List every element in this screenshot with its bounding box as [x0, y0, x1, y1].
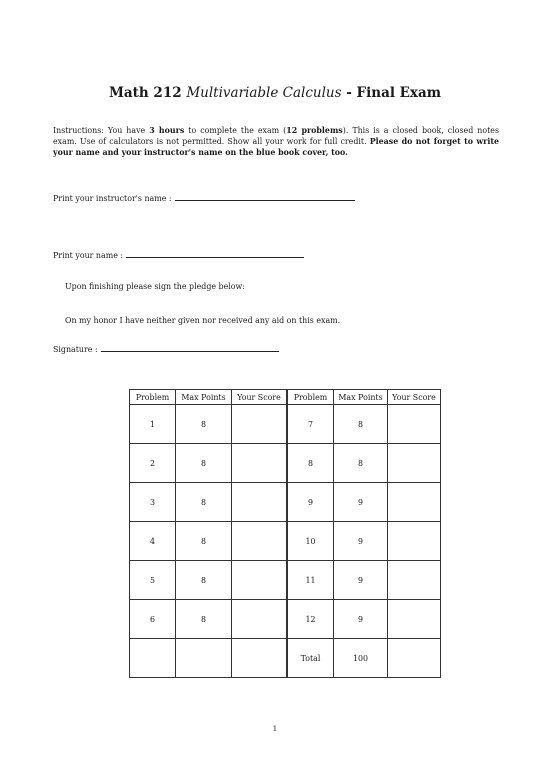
table-row: [130, 561, 441, 600]
header-your-score-2: Your Score: [388, 390, 441, 405]
score-cell[interactable]: [388, 561, 441, 600]
page-number: 1: [272, 725, 278, 733]
table-row: [130, 522, 441, 561]
score-cell[interactable]: [388, 405, 441, 444]
max-points: 8: [176, 600, 232, 639]
problem-number: 8: [287, 444, 334, 483]
signature-field[interactable]: [53, 345, 279, 354]
instructions-text-2: to complete the exam (: [188, 126, 287, 135]
signature-line[interactable]: [101, 350, 279, 352]
instructor-name-line[interactable]: [175, 199, 355, 201]
problem-number: 9: [287, 483, 334, 522]
problem-number: 4: [130, 522, 176, 561]
max-points: 9: [334, 561, 388, 600]
total-label: Total: [287, 639, 334, 678]
student-name-line[interactable]: [126, 256, 304, 258]
score-cell[interactable]: [232, 561, 288, 600]
max-points: 8: [176, 444, 232, 483]
instructions: [53, 125, 499, 158]
instructions-hours: 3 hours: [149, 126, 185, 135]
table-row: [130, 600, 441, 639]
student-name-label: Print your name :: [53, 251, 124, 260]
empty-cell: [176, 639, 232, 678]
table-row: [130, 405, 441, 444]
instructions-text-3: ). This is a closed book, closed notes exam. Use of calculators is not permitted. Show all your work for full credit.: [53, 126, 499, 146]
max-points: 8: [334, 405, 388, 444]
score-cell[interactable]: [232, 405, 288, 444]
problem-number: 2: [130, 444, 176, 483]
max-points: 8: [176, 483, 232, 522]
header-max-points: Max Points: [176, 390, 232, 405]
empty-cell: [130, 639, 176, 678]
total-score-cell[interactable]: [388, 639, 441, 678]
score-cell[interactable]: [232, 600, 288, 639]
problem-number: 7: [287, 405, 334, 444]
problem-number: 12: [287, 600, 334, 639]
pledge-text: On my honor I have neither given nor received any aid on this exam.: [65, 316, 341, 325]
problem-number: 6: [130, 600, 176, 639]
max-points: 8: [176, 561, 232, 600]
max-points: 8: [334, 444, 388, 483]
score-cell[interactable]: [388, 483, 441, 522]
problem-number: 3: [130, 483, 176, 522]
table-row: [130, 483, 441, 522]
student-name-field[interactable]: [53, 251, 304, 260]
score-cell[interactable]: [388, 444, 441, 483]
total-row: [130, 639, 441, 678]
instructor-name-label: Print your instructor's name :: [53, 194, 172, 203]
score-cell[interactable]: [388, 522, 441, 561]
max-points: 8: [176, 405, 232, 444]
instructions-text-1: Instructions: You have: [53, 126, 146, 135]
title-prefix: Math 212: [108, 85, 182, 101]
instructor-name-field[interactable]: [53, 194, 355, 203]
instructions-bold-note: Please do not forget to write your name and your instructor's name on the blue book cover, too.: [53, 137, 499, 157]
header-your-score: Your Score: [232, 390, 288, 405]
empty-cell: [232, 639, 288, 678]
title-suffix: - Final Exam: [346, 85, 442, 101]
score-cell[interactable]: [388, 600, 441, 639]
total-max-points: 100: [334, 639, 388, 678]
problem-number: 10: [287, 522, 334, 561]
header-problem-2: Problem: [287, 390, 334, 405]
problem-number: 5: [130, 561, 176, 600]
score-table: [129, 389, 441, 678]
header-max-points-2: Max Points: [334, 390, 388, 405]
score-cell[interactable]: [232, 483, 288, 522]
problem-number: 11: [287, 561, 334, 600]
score-cell[interactable]: [232, 522, 288, 561]
pledge-prompt: Upon finishing please sign the pledge below:: [65, 282, 245, 291]
signature-label: Signature :: [53, 345, 98, 354]
title-course: Multivariable Calculus: [186, 85, 342, 101]
max-points: 9: [334, 522, 388, 561]
exam-title: [0, 85, 550, 101]
max-points: 9: [334, 600, 388, 639]
score-table-header: [130, 390, 441, 405]
table-row: [130, 444, 441, 483]
instructions-problems: 12 problems: [286, 126, 343, 135]
max-points: 8: [176, 522, 232, 561]
score-cell[interactable]: [232, 444, 288, 483]
header-problem: Problem: [130, 390, 176, 405]
max-points: 9: [334, 483, 388, 522]
problem-number: 1: [130, 405, 176, 444]
